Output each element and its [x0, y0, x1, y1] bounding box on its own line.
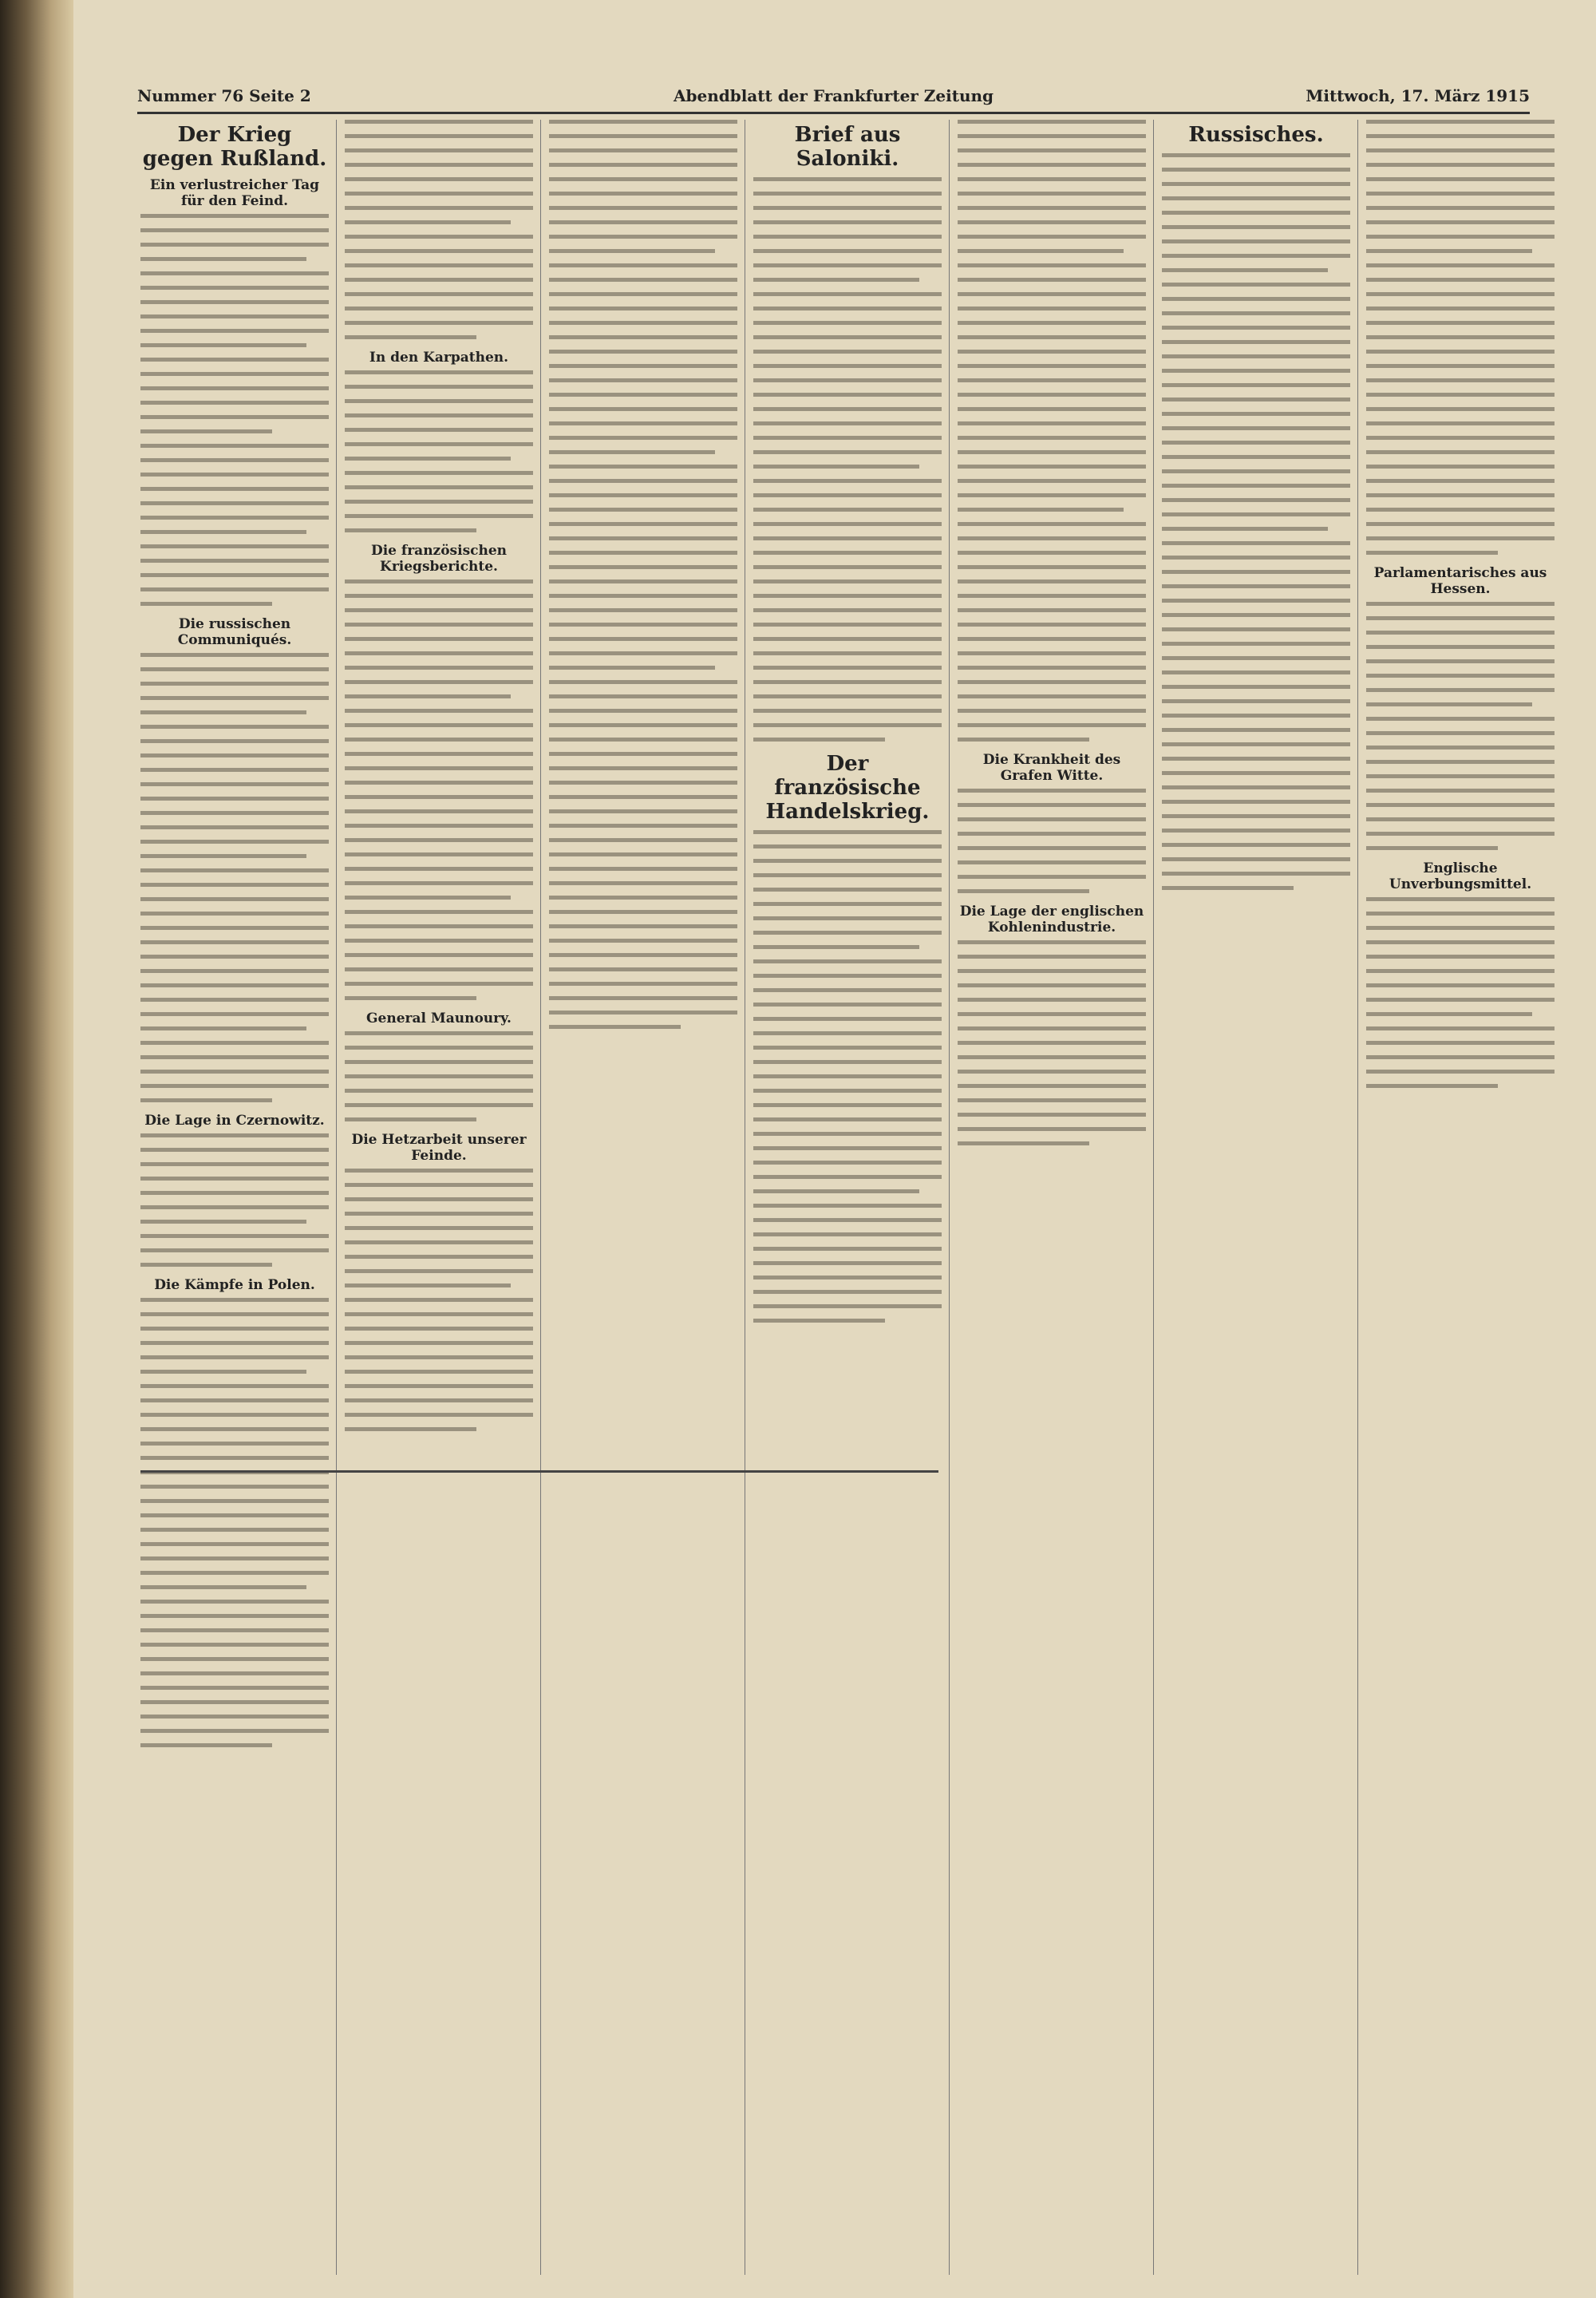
article-body: [140, 214, 329, 606]
publication-date: Mittwoch, 17. März 1915: [1306, 86, 1530, 105]
heading-general-maunoury: General Maunoury.: [366, 1011, 512, 1026]
column-7: [1366, 120, 1555, 1098]
heading-hesse: Parlamentarisches aus Hessen.: [1373, 565, 1547, 597]
article-body: [753, 177, 942, 742]
headline-russia: Russisches.: [1188, 123, 1324, 147]
article-body: [345, 1169, 533, 1431]
article-body: [345, 1031, 533, 1121]
column-rule: [336, 120, 337, 2275]
article-body: [345, 120, 533, 339]
headline-trade-war: Der französische Handelskrieg.: [765, 752, 930, 824]
heading-english: Englische Unverbungsmittel.: [1389, 860, 1532, 892]
article-body: [1162, 153, 1350, 890]
article-body: [958, 120, 1146, 742]
article-body: [1366, 897, 1555, 1088]
masthead: [137, 80, 1530, 114]
column-3: [549, 120, 737, 1039]
article-body: [140, 1298, 329, 1747]
headline-war: Der Krieg gegen Rußland.: [142, 123, 327, 171]
heading-carpathians: In den Karpathen.: [369, 350, 509, 366]
article-body: [549, 120, 737, 1029]
article-body: [958, 789, 1146, 893]
article-body: [1366, 120, 1555, 555]
column-6: [1162, 120, 1350, 900]
heading-agitation: Die Hetzarbeit unserer Feinde.: [351, 1132, 527, 1164]
scan-binding-edge: [0, 0, 73, 2298]
column-rule: [1357, 120, 1358, 2275]
article-body: [345, 579, 533, 1000]
article-body: [753, 830, 942, 1323]
heading-czernowitz: Die Lage in Czernowitz.: [144, 1113, 325, 1129]
article-body: [140, 1133, 329, 1267]
column-1: [140, 120, 329, 1758]
article-body: [1366, 602, 1555, 850]
column-5: [958, 120, 1146, 1156]
newspaper-page: [73, 0, 1596, 2298]
column-rule: [540, 120, 541, 2275]
column-4: [753, 120, 942, 1333]
headline-saloniki: Brief aus Saloniki.: [794, 123, 901, 171]
subhead-war: Ein verlustreicher Tag für den Feind.: [149, 177, 320, 209]
heading-witte: Die Krankheit des Grafen Witte.: [982, 752, 1121, 784]
heading-french-reports: Die französischen Kriegsberichte.: [370, 543, 508, 575]
article-body: [140, 653, 329, 1102]
column-2: [345, 120, 533, 1442]
column-rule: [1153, 120, 1154, 2275]
article-body: [958, 940, 1146, 1145]
heading-coal: Die Lage der englischen Kohlenindustrie.: [959, 904, 1144, 935]
article-body: [345, 370, 533, 532]
column-rule: [949, 120, 950, 2275]
newspaper-title: Abendblatt der Frankfurter Zeitung: [673, 86, 994, 105]
heading-russian-communiques: Die russischen Communiqués.: [177, 616, 292, 648]
issue-and-page: Nummer 76 Seite 2: [137, 86, 311, 105]
feuilleton-rule: [140, 1470, 938, 1473]
heading-poland: Die Kämpfe in Polen.: [154, 1277, 315, 1293]
